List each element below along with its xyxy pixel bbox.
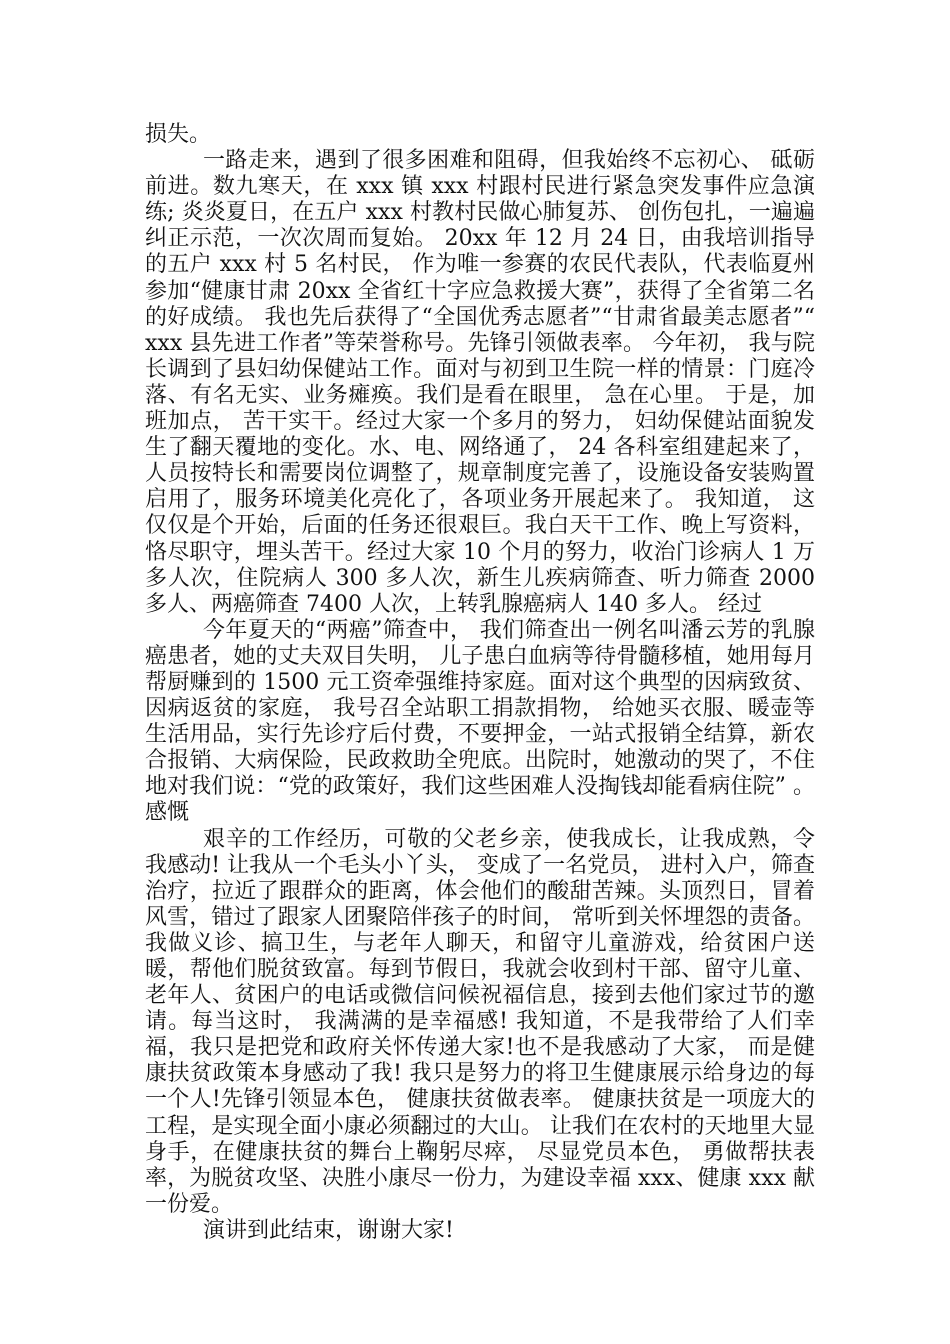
paragraph-journey: 一路走来，遇到了很多困难和阻碍，但我始终不忘初心、 砥砺前进。数九寒天，在 xxx 镇 xxx 村跟村民进行紧急突发事件应急演练; 炎炎夏日，在五户 xxx 村教村民做心肺复苏、 创伤包扎，一遍遍纠正示范，一次次周而复始。 20xx 年 12 月 24 日，由我培训指导的五户 xxx 村 5 名村民， 作为唯一参赛的农民代表队，代表临夏州参加“健康甘肃 20xx 全省红十字应急救援大赛”，获得了全省第二名的好成绩。 我也先后获得了“全国优秀志愿者”“甘肃省最美志愿者”“ xxx 县先进工作者”等荣誉称号。先锋引领做表率。 今年初， 我与院长调到了县妇幼保健站工作。面对与初到卫生院一样的情景：门庭冷落、有名无实、业务瘫痪。我们是看在眼里， 急在心里。 于是，加班加点， 苦干实干。经过大家一个多月的努力， 妇幼保健站面貌发生了翻天覆地的变化。水、电、网络通了， 24 各科室组建起来了，人员按特长和需要岗位调整了，规章制度完善了，设施设备安装购置启用了，服务环境美化亮化了，各项业务开展起来了。 我知道， 这仅仅是个开始，后面的任务还很艰巨。我白天干工作、晚上写资料，恪尽职守，埋头苦干。经过大家 10 个月的努力，收治门诊病人 1 万多人次，住院病人 300 多人次，新生儿疾病筛查、听力筛查 2000 多人、两癌筛查 7400 人次，上转乳腺癌病人 140 多人。 经过 bbox=[145, 148, 815, 617]
paragraph-reflection: 艰辛的工作经历，可敬的父老乡亲，使我成长，让我成熟，令我感动! 让我从一个毛头小丫头， 变成了一名党员， 进村入户，筛查治疗，拉近了跟群众的距离，体会他们的酸甜苦辣。头顶烈日，冒着风雪，错过了跟家人团聚陪伴孩子的时间， 常听到关怀埋怨的责备。我做义诊、搞卫生，与老年人聊天，和留守儿童游戏，给贫困户送暖，帮他们脱贫致富。每到节假日，我就会收到村干部、留守儿童、 老年人、贫困户的电话或微信问候祝福信息，接到去他们家过节的邀请。每当这时， 我满满的是幸福感! 我知道，不是我带给了人们幸福，我只是把党和政府关怀传递大家!也不是我感动了大家， 而是健康扶贫政策本身感动了我! 我只是努力的将卫生健康展示给身边的每一个人!先锋引领显本色， 健康扶贫做表率。 健康扶贫是一项庞大的工程，是实现全面小康必须翻过的大山。 让我们在农村的天地里大显身手，在健康扶贫的舞台上鞠躬尽瘁， 尽显党员本色， 勇做帮扶表率，为脱贫攻坚、决胜小康尽一份力，为建设幸福 xxx、健康 xxx 献一份爱。 bbox=[145, 826, 815, 1217]
paragraph-continuation: 损失。 bbox=[145, 122, 212, 147]
document-page bbox=[145, 122, 815, 1244]
paragraph-screening: 今年夏天的“两癌”筛查中， 我们筛查出一例名叫潘云芳的乳腺癌患者，她的丈夫双目失明， 儿子患白血病等待骨髓移植，她用每月帮厨赚到的 1500 元工资牵强维持家庭。面对这个典型的因病致贫、因病返贫的家庭， 我号召全站职工捐款捐物， 给她买衣服、暖壶等生活用品，实行先诊疗后付费，不要押金，一站式报销全结算，新农合报销、大病保险，民政救助全兜底。出院时，她激动的哭了，不住地对我们说：“党的政策好，我们这些困难人没掏钱却能看病住院” 。 感慨 bbox=[145, 617, 815, 826]
paragraph-closing: 演讲到此结束，谢谢大家! bbox=[203, 1217, 454, 1243]
